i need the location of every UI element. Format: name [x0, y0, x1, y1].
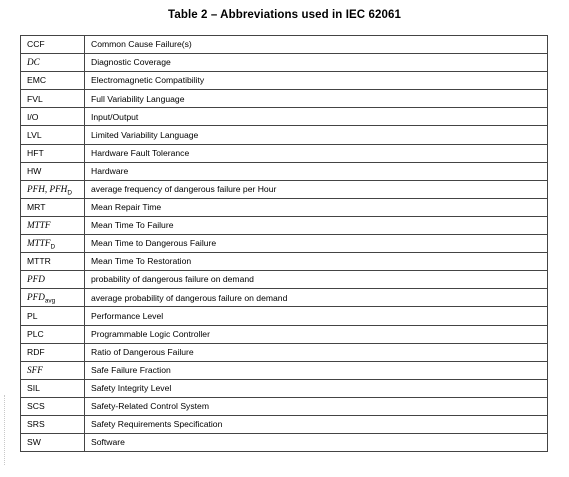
- definition-cell: Mean Time To Failure: [85, 216, 548, 234]
- table-row: [21, 325, 548, 343]
- abbreviation-text: RDF: [27, 346, 45, 357]
- table-row: [21, 216, 548, 234]
- table-row: [21, 198, 548, 216]
- table-row: [21, 36, 548, 54]
- abbreviation-text: SW: [27, 437, 41, 448]
- abbreviation-text: SIL: [27, 383, 40, 394]
- abbreviation-cell: [21, 379, 85, 397]
- table-row: [21, 180, 548, 198]
- abbreviation-text: PFD: [27, 274, 45, 285]
- definition-cell: Input/Output: [85, 108, 548, 126]
- definition-cell: Safety Requirements Specification: [85, 415, 548, 433]
- table-row: [21, 307, 548, 325]
- abbreviation-cell: [21, 54, 85, 72]
- abbreviation-text: PFH, PFH: [27, 183, 68, 194]
- abbreviation-wrapper: [27, 183, 72, 197]
- abbreviation-text: HFT: [27, 147, 44, 158]
- abbreviation-cell: [21, 325, 85, 343]
- margin-dotted-rule: [4, 395, 5, 465]
- definition-cell: average frequency of dangerous failure per Hour: [85, 180, 548, 198]
- abbreviation-text: FVL: [27, 93, 43, 104]
- abbreviation-subscript: D: [50, 243, 56, 251]
- abbreviation-cell: [21, 72, 85, 90]
- table-row: [21, 108, 548, 126]
- abbreviation-cell: [21, 144, 85, 162]
- abbreviation-text: PFD: [27, 292, 45, 303]
- table-row: [21, 126, 548, 144]
- definition-cell: Diagnostic Coverage: [85, 54, 548, 72]
- table-row: [21, 162, 548, 180]
- abbreviation-cell: [21, 253, 85, 271]
- abbreviation-wrapper: [27, 237, 56, 251]
- definition-cell: Mean Repair Time: [85, 198, 548, 216]
- definition-cell: Hardware: [85, 162, 548, 180]
- definition-cell: probability of dangerous failure on demand: [85, 271, 548, 289]
- abbreviation-cell: [21, 216, 85, 234]
- abbreviation-cell: [21, 162, 85, 180]
- abbreviation-text: LVL: [27, 129, 42, 140]
- abbreviation-cell: [21, 307, 85, 325]
- table-title: Table 2 – Abbreviations used in IEC 62061: [168, 9, 401, 21]
- definition-cell: Common Cause Failure(s): [85, 36, 548, 54]
- abbreviations-table-body: [21, 36, 548, 452]
- table-row: [21, 289, 548, 307]
- abbreviation-text: EMC: [27, 75, 47, 86]
- definition-cell: Mean Time To Restoration: [85, 253, 548, 271]
- abbreviation-cell: [21, 434, 85, 452]
- table-row: [21, 415, 548, 433]
- abbreviation-text: MTTF: [27, 219, 51, 230]
- definition-cell: Full Variability Language: [85, 90, 548, 108]
- abbreviation-text: SRS: [27, 419, 45, 430]
- table-row: [21, 379, 548, 397]
- table-row: [21, 72, 548, 90]
- abbreviation-cell: [21, 180, 85, 198]
- abbreviation-text: CCF: [27, 39, 45, 50]
- table-row: [21, 90, 548, 108]
- abbreviation-cell: [21, 397, 85, 415]
- table-row: [21, 361, 548, 379]
- definition-cell: Programmable Logic Controller: [85, 325, 548, 343]
- definition-cell: Hardware Fault Tolerance: [85, 144, 548, 162]
- abbreviation-cell: [21, 271, 85, 289]
- table-row: [21, 144, 548, 162]
- abbreviation-text: PLC: [27, 328, 44, 339]
- abbreviation-subscript: avg: [44, 297, 56, 305]
- abbreviation-text: HW: [27, 165, 42, 176]
- abbreviation-text: DC: [27, 57, 40, 68]
- abbreviation-cell: [21, 36, 85, 54]
- definition-cell: Electromagnetic Compatibility: [85, 72, 548, 90]
- definition-cell: Safe Failure Fraction: [85, 361, 548, 379]
- abbreviation-wrapper: [27, 292, 56, 305]
- definition-cell: average probability of dangerous failure on demand: [85, 289, 548, 307]
- abbreviation-cell: [21, 415, 85, 433]
- table-row: [21, 343, 548, 361]
- abbreviation-cell: [21, 343, 85, 361]
- abbreviation-subscript: D: [67, 189, 72, 197]
- definition-cell: Software: [85, 434, 548, 452]
- abbreviation-cell: [21, 90, 85, 108]
- abbreviation-cell: [21, 108, 85, 126]
- definition-cell: Mean Time to Dangerous Failure: [85, 235, 548, 253]
- abbreviation-cell: [21, 126, 85, 144]
- abbreviation-text: SCS: [27, 401, 45, 412]
- definition-cell: Ratio of Dangerous Failure: [85, 343, 548, 361]
- abbreviation-text: MRT: [27, 202, 46, 213]
- definition-cell: Performance Level: [85, 307, 548, 325]
- abbreviation-text: SFF: [27, 364, 43, 375]
- table-row: [21, 434, 548, 452]
- abbreviation-text: PL: [27, 310, 38, 321]
- table-row: [21, 253, 548, 271]
- abbreviations-table: [20, 35, 548, 452]
- table-row: [21, 235, 548, 253]
- definition-cell: Safety-Related Control System: [85, 397, 548, 415]
- abbreviation-cell: [21, 198, 85, 216]
- abbreviation-text: MTTF: [27, 237, 51, 248]
- table-row: [21, 271, 548, 289]
- abbreviation-cell: [21, 289, 85, 307]
- table-row: [21, 54, 548, 72]
- table-row: [21, 397, 548, 415]
- definition-cell: Limited Variability Language: [85, 126, 548, 144]
- abbreviation-text: I/O: [27, 111, 39, 122]
- abbreviation-cell: [21, 235, 85, 253]
- abbreviation-text: MTTR: [27, 256, 51, 267]
- abbreviation-cell: [21, 361, 85, 379]
- definition-cell: Safety Integrity Level: [85, 379, 548, 397]
